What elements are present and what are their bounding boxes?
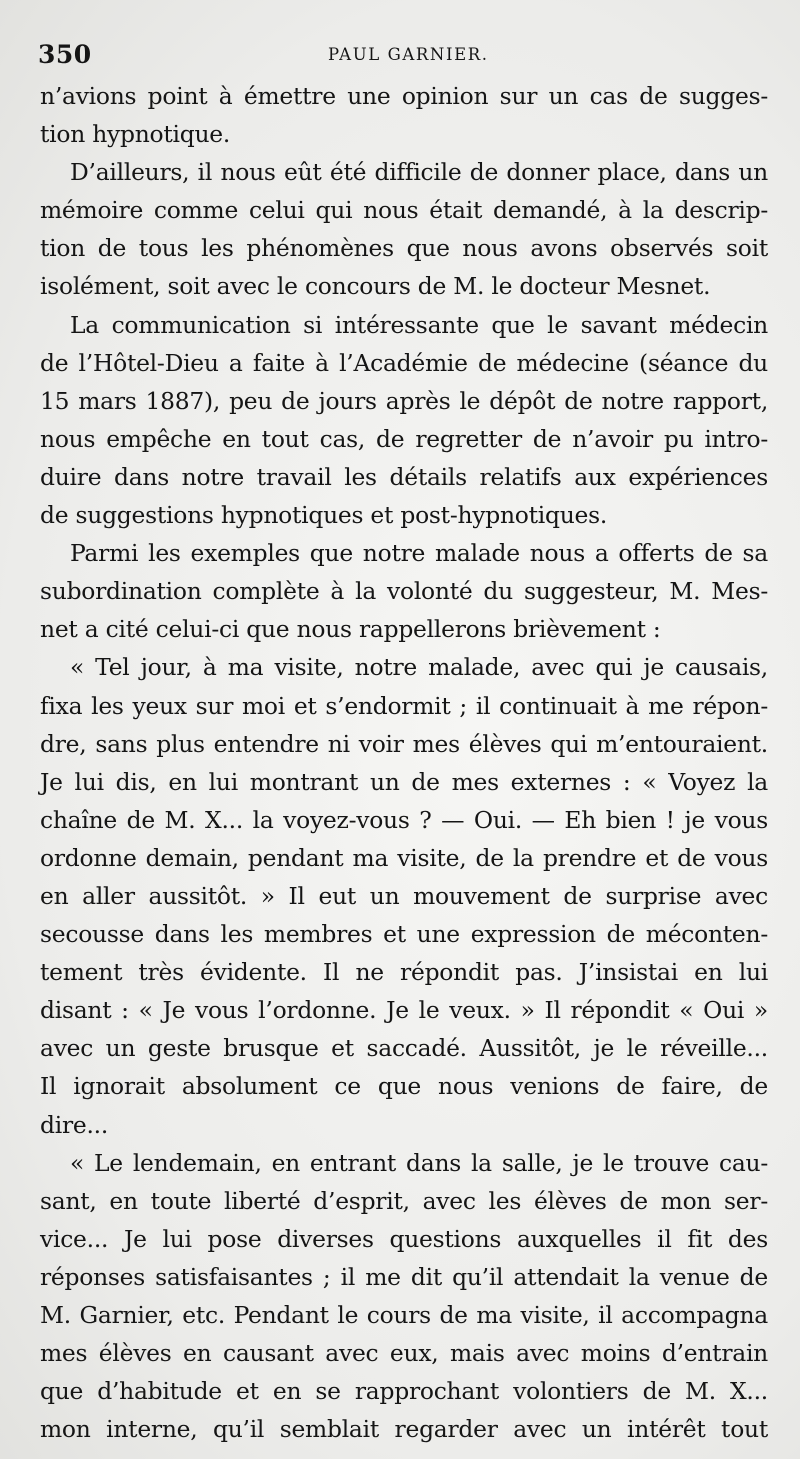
- text-line: chaîne de M. X... la voyez-vous ? — Oui. — Eh bien ! je vous: [40, 805, 768, 834]
- text-line: « Tel jour, à ma visite, notre malade, avec qui je causais,: [70, 653, 768, 682]
- text-line: fixa les yeux sur moi et s’endormit ; il continuait à me répon-: [40, 691, 768, 720]
- text-line: mon interne, qu’il semblait regarder avec un intérêt tout: [40, 1415, 768, 1444]
- text-line: « Le lendemain, en entrant dans la salle, je le trouve cau-: [70, 1148, 768, 1177]
- text-line: isolément, soit avec le concours de M. le docteur Mesnet.: [40, 272, 711, 301]
- text-line: de suggestions hypnotiques et post-hypnotiques.: [40, 501, 608, 530]
- text-line: 15 mars 1887), peu de jours après le dépôt de notre rapport,: [40, 386, 768, 415]
- text-line: dre, sans plus entendre ni voir mes élèves qui m’entouraient.: [40, 729, 768, 758]
- text-line: La communication si intéressante que le savant médecin: [70, 310, 768, 339]
- text-line: net a cité celui-ci que nous rappellerons brièvement :: [40, 615, 661, 644]
- text-line: disant : « Je vous l’ordonne. Je le veux. » Il répondit « Oui »: [40, 996, 768, 1025]
- text-line: Il ignorait absolument ce que nous venions de faire, de: [40, 1072, 768, 1101]
- text-line: mes élèves en causant avec eux, mais avec moins d’entrain: [40, 1339, 768, 1368]
- text-line: avec un geste brusque et saccadé. Aussitôt, je le réveille...: [40, 1034, 768, 1063]
- text-line: subordination complète à la volonté du suggesteur, M. Mes-: [40, 577, 768, 606]
- text-line: nous empêche en tout cas, de regretter de n’avoir pu intro-: [40, 424, 768, 453]
- text-line: ordonne demain, pendant ma visite, de la prendre et de vous: [40, 843, 768, 872]
- text-line: n’avions point à émettre une opinion sur un cas de sugges-: [40, 82, 768, 110]
- text-line: mémoire comme celui qui nous était demandé, à la descrip-: [40, 196, 768, 225]
- text-line: D’ailleurs, il nous eût été difficile de donner place, dans un: [70, 158, 768, 187]
- text-line: duire dans notre travail les détails relatifs aux expériences: [40, 462, 768, 491]
- text-line: tion de tous les phénomènes que nous avons observés soit: [40, 234, 768, 263]
- text-line: dire...: [40, 1110, 109, 1139]
- page-number: 350: [38, 40, 92, 69]
- running-title: PAUL GARNIER.: [328, 45, 489, 64]
- text-line: tement très évidente. Il ne répondit pas. J’insistai en lui: [40, 958, 768, 987]
- text-line: que d’habitude et en se rapprochant volontiers de M. X...: [40, 1377, 768, 1406]
- text-line: en aller aussitôt. » Il eut un mouvement de surprise avec: [40, 881, 768, 910]
- text-line: Parmi les exemples que notre malade nous a offerts de sa: [70, 539, 768, 568]
- text-line: Je lui dis, en lui montrant un de mes externes : « Voyez la: [40, 767, 768, 796]
- text-line: M. Garnier, etc. Pendant le cours de ma visite, il accompagna: [40, 1301, 768, 1329]
- text-line: secousse dans les membres et une expression de méconten-: [40, 920, 768, 949]
- text-line: vice... Je lui pose diverses questions auxquelles il fit des: [40, 1224, 768, 1253]
- text-line: de l’Hôtel-Dieu a faite à l’Académie de médecine (séance du: [40, 348, 768, 377]
- text-line: sant, en toute liberté d’esprit, avec les élèves de mon ser-: [40, 1186, 768, 1215]
- text-line: réponses satisfaisantes ; il me dit qu’il attendait la venue de: [40, 1262, 768, 1291]
- text-line: tion hypnotique.: [40, 120, 231, 149]
- body-text: [40, 77, 768, 1448]
